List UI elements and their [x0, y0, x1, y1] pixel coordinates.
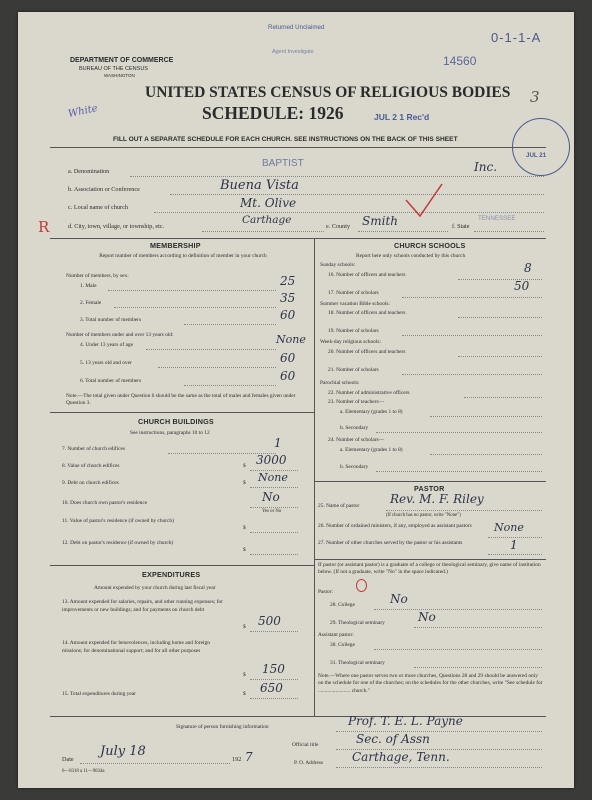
- q9-debt-value: None: [258, 471, 288, 484]
- q25-pastor-name-value: Rev. M. F. Riley: [390, 492, 484, 506]
- q22-label: 22. Number of administrative officers: [328, 390, 410, 396]
- q23-label: 23. Number of teachers—: [328, 399, 384, 405]
- weekday-schools-label: Week-day religious schools:: [320, 339, 381, 345]
- q2-label: 2. Female: [80, 300, 102, 306]
- q26-label: 26. Number of ordained ministers, if any, employed as assistant pastors: [318, 523, 472, 529]
- schools-subtitle: Report here only schools conducted by this church: [356, 253, 466, 259]
- official-title-label: Official title: [292, 742, 319, 748]
- parochial-schools-label: Parochial schools:: [320, 380, 360, 386]
- graduate-instruction: If pastor (or assistant pastor) is a graduate of a college or theological seminary, give name of institution below. (If not a graduate, write "No" in the space indicated.): [318, 562, 541, 576]
- state-value: TENNESSEE: [478, 215, 516, 222]
- q14-benevolences-value: 150: [262, 662, 285, 676]
- q5-13-and-over-value: 60: [280, 351, 296, 365]
- q3-total-value: 60: [280, 308, 296, 322]
- membership-subtitle: Report number of members according to definition of member in your church: [99, 253, 267, 259]
- association-label: b. Association or Conference: [68, 186, 140, 193]
- date-label: Date: [62, 756, 74, 763]
- q17-sunday-scholars-value: 50: [514, 279, 530, 293]
- church-schools-heading: CHURCH SCHOOLS: [394, 241, 466, 250]
- q9-label: 9. Debt on church edifices: [62, 480, 119, 486]
- date-year-digit: 7: [245, 750, 253, 764]
- q16-sunday-officers-value: 8: [524, 261, 532, 275]
- q23a-label: a. Elementary (grades 1 to 8): [340, 409, 403, 415]
- q18-label: 18. Number of officers and teachers: [328, 310, 406, 316]
- signature-label: Signature of person furnishing information: [176, 724, 269, 730]
- pastor-heading: PASTOR: [414, 484, 445, 493]
- page-number-annotation: 3: [530, 88, 540, 106]
- form-title: UNITED STATES CENSUS OF RELIGIOUS BODIES: [145, 84, 511, 101]
- sunday-schools-label: Sunday schools:: [320, 262, 356, 268]
- washington-label: WASHINGTON: [104, 73, 135, 78]
- q24a-label: a. Elementary (grades 1 to 8): [340, 447, 403, 453]
- q21-label: 21. Number of scholars: [328, 367, 379, 373]
- department-label: DEPARTMENT OF COMMERCE: [70, 57, 174, 64]
- q6-total-value: 60: [280, 369, 296, 383]
- church-buildings-heading: CHURCH BUILDINGS: [138, 417, 214, 426]
- q27-other-churches-value: 1: [510, 538, 518, 552]
- q24-label: 24. Number of scholars—: [328, 437, 384, 443]
- q30-label: 30. College: [330, 642, 355, 648]
- agent-investigate-stamp: Agent Investigate: [272, 49, 314, 55]
- buildings-subtitle: See instructions, paragraphs 10 to 12: [130, 430, 210, 436]
- q8-value-of-edifices: 3000: [256, 453, 287, 467]
- serial-number-stamp: 14560: [443, 54, 477, 68]
- q2-female-value: 35: [280, 291, 296, 305]
- po-address-label: P. O. Address: [294, 760, 324, 766]
- q8-label: 8. Value of church edifices: [62, 463, 120, 469]
- q29-seminary-value: No: [418, 610, 436, 624]
- q13-label: 13. Amount expended for salaries, repairs, and other running expenses; for improvements or new buildings; and for payments on church debt: [62, 599, 223, 613]
- age-group-label: Number of members under and over 13 years old:: [66, 332, 174, 338]
- expenditures-subtitle: Amount expended by your church during last fiscal year: [94, 585, 216, 591]
- state-label: f. State: [452, 223, 470, 230]
- q27-label: 27. Number of other churches served by the pastor or his assistants: [318, 540, 463, 546]
- q19-label: 19. Number of scholars: [328, 328, 379, 334]
- form-number: 6—8318 a 11—9634a: [62, 769, 105, 774]
- local-name-label: c. Local name of church: [68, 204, 128, 211]
- denomination-value: BAPTIST: [262, 158, 304, 169]
- red-check-mark: [404, 182, 444, 218]
- po-address-value: Carthage, Tenn.: [352, 750, 450, 764]
- q7-label: 7. Number of church edifices: [62, 446, 126, 452]
- schedule-title: SCHEDULE: 1926: [202, 103, 344, 123]
- received-circle-date: JUL 21: [526, 152, 547, 159]
- q20-label: 20. Number of officers and teachers: [328, 349, 406, 355]
- q28-college-value: No: [390, 592, 408, 606]
- yes-or-no-hint: Yes or No: [262, 509, 282, 514]
- code-stamp: 0-1-1-A: [491, 30, 542, 45]
- q25-label: 25. Name of pastor: [318, 503, 360, 509]
- date-year: 192: [232, 756, 242, 763]
- separate-schedule-instruction: FILL OUT A SEPARATE SCHEDULE FOR EACH CHURCH. SEE INSTRUCTIONS ON THE BACK OF THIS SHEET: [113, 136, 458, 143]
- q31-label: 31. Theological seminary: [330, 660, 385, 666]
- summer-schools-label: Summer vacation Bible schools:: [320, 301, 390, 307]
- q14-label: 14. Amount expended for benevolences, including home and foreign missions; for denominational support; and for all other purposes: [62, 640, 210, 654]
- q7-edifices-value: 1: [274, 436, 282, 450]
- returned-unclaimed-stamp: Returned Unclaimed: [268, 24, 325, 31]
- local-name-value: Mt. Olive: [240, 196, 297, 210]
- q29-label: 29. Theological seminary: [330, 620, 385, 626]
- q4-under-13-value: None: [276, 333, 306, 346]
- q17-label: 17. Number of scholars: [328, 290, 379, 296]
- q13-running-expenses-value: 500: [258, 614, 281, 628]
- county-label: e. County: [326, 223, 351, 230]
- red-circle-mark: [356, 579, 367, 592]
- denomination-initials: Inc.: [474, 160, 498, 174]
- bureau-label: BUREAU OF THE CENSUS: [79, 66, 148, 72]
- city-label: d. City, town, village, or township, etc.: [68, 223, 165, 230]
- q23b-label: b. Secondary: [340, 425, 369, 431]
- city-value: Carthage: [242, 214, 292, 226]
- association-value: Buena Vista: [220, 178, 299, 193]
- signature-value: Prof. T. E. L. Payne: [348, 714, 463, 728]
- q12-label: 12. Debt on pastor's residence (if owned by church): [62, 540, 174, 546]
- q5-label: 5. 13 years old and over: [80, 360, 132, 366]
- pastor-sublabel: Pastor:: [318, 589, 333, 595]
- expenditures-heading: EXPENDITURES: [142, 570, 201, 579]
- q15-total-expenditures-value: 650: [260, 681, 283, 695]
- membership-heading: MEMBERSHIP: [150, 241, 201, 250]
- official-title-value: Sec. of Assn: [356, 732, 430, 746]
- q1-label: 1. Male: [80, 283, 97, 289]
- q1-male-value: 25: [280, 274, 296, 288]
- q28-label: 28. College: [330, 602, 355, 608]
- census-schedule-sheet: Returned Unclaimed Agent Investigate 0-1-1-A 14560 White 3 DEPARTMENT OF COMMERCE BUREAU OF THE CENSUS WASHINGTON UNITED STATES CENSUS OF RELIGIOUS BODIES SCHEDULE: 1926 JUL 2 1 Rec'd FILL OUT A SEPARATE SCHEDULE FOR EACH CHURCH. SEE INSTRUCTIONS ON THE BACK OF THIS SHEET JUL 21 a. Denomination BAPTIST Inc. b. Association or Conference Buena Vista c. Local name of church Mt. Olive R d. City, town, village, or township, etc. Carthage e. County Smith f. State TENNESSEE MEMBERSHIP Report number of members according to definition of member in your church Number of members, by sex: 1. Male 25 2. Female 35 3. Total number of members 60 Number of members under and over 13 years old: 4. Under 13 years of age None 5. 13 years old and over 60 6. Total number of members 60 Note.—The total given under Question 6 should be the same as the total of males and females given under Question 3. CHURCH BUILDINGS See instructions, paragraphs 10 to 12 7. Number of church edifices 1 8. Value of church edifices $ 3000 9. Debt on church edifices $ None 10. Does church own pastor's residence No Yes or No 11. Value of pastor's residence (if owned by church) $ 12. Debt on pastor's residence (if owned by church) $ EXPENDITURES Amount expended by your church during last fiscal year 13. Amount expended for salaries, repairs, and other running expenses; for improvements or new buildings; and for payments on church debt $ 500 14. Amount expended for benevolences, including home and foreign missions; for denominational support; and for all other purposes $ 150 15. Total expenditures during year $ 650 CHURCH SCHOOLS Report here only schools conducted by this church Sunday schools: 16. Number of officers and teachers 8 17. Number of scholars 50 Summer vacation Bible schools: 18. Number of officers and teachers 19. Number of scholars Week-day religious schools: 20. Number of officers and teachers 21. Number of scholars Parochial schools: 22. Number of administrative officers 23. Number of teachers— a. Elementary (grades 1 to 8) b. Secondary 24. Number of scholars— a. Elementary (grades 1 to 8) b. Secondary PASTOR 25. Name of pastor Rev. M. F. Riley (If church has no pastor, write "None") 26. Number of ordained ministers, if any, employed as assistant pastors None 27. Number of other churches served by the pastor or his assistants 1 If pastor (or assistant pastor) is a graduate of a college or theological seminary, give name of institution below. (If not a graduate, write "No" in the space indicated.) Pastor: 28. College No 29. Theological seminary No Assistant pastor: 30. College 31. Theological seminary Note.—Where one pastor serves two or more churches, Questions 28 and 29 should be answered only on the schedule for one of the churches; on the schedules for the other churches, write "See schedule for ........................ church." Signature of person furnishing information Prof. T. E. L. Payne Official title Sec. of Assn Date July 18 192 7 P. O. Address Carthage, Tenn. 6—8318 a 11—9634a: [18, 12, 574, 788]
- q15-label: 15. Total expenditures during year: [62, 691, 136, 697]
- assistant-pastor-sublabel: Assistant pastor:: [318, 632, 354, 638]
- q11-label: 11. Value of pastor's residence (if owned by church): [62, 518, 174, 524]
- county-value: Smith: [362, 214, 398, 228]
- membership-note: Note.—The total given under Question 6 should be the same as the total of males and females given under Question 3.: [66, 393, 296, 406]
- denomination-label: a. Denomination: [68, 168, 110, 175]
- q3-label: 3. Total number of members: [80, 317, 142, 323]
- q10-label: 10. Does church own pastor's residence: [62, 500, 148, 506]
- received-date-stamp: JUL 2 1 Rec'd: [374, 112, 430, 122]
- q10-owns-residence-value: No: [262, 490, 280, 504]
- q6-label: 6. Total number of members: [80, 378, 142, 384]
- q24b-label: b. Secondary: [340, 464, 369, 470]
- q4-label: 4. Under 13 years of age: [80, 342, 133, 348]
- q16-label: 16. Number of officers and teachers: [328, 272, 406, 278]
- q26-assistant-pastors-value: None: [494, 521, 524, 534]
- members-by-sex-label: Number of members, by sex:: [66, 273, 129, 279]
- pastor-note: Note.—Where one pastor serves two or more churches, Questions 28 and 29 should be answered only on the schedule for one of the churches; on the schedules for the other churches, write "See schedule for ........................ church.": [318, 673, 543, 694]
- date-value: July 18: [100, 744, 146, 759]
- q25-note: (If church has no pastor, write "None"): [386, 513, 461, 518]
- margin-r-annotation: R: [38, 218, 50, 236]
- white-annotation: White: [67, 103, 99, 120]
